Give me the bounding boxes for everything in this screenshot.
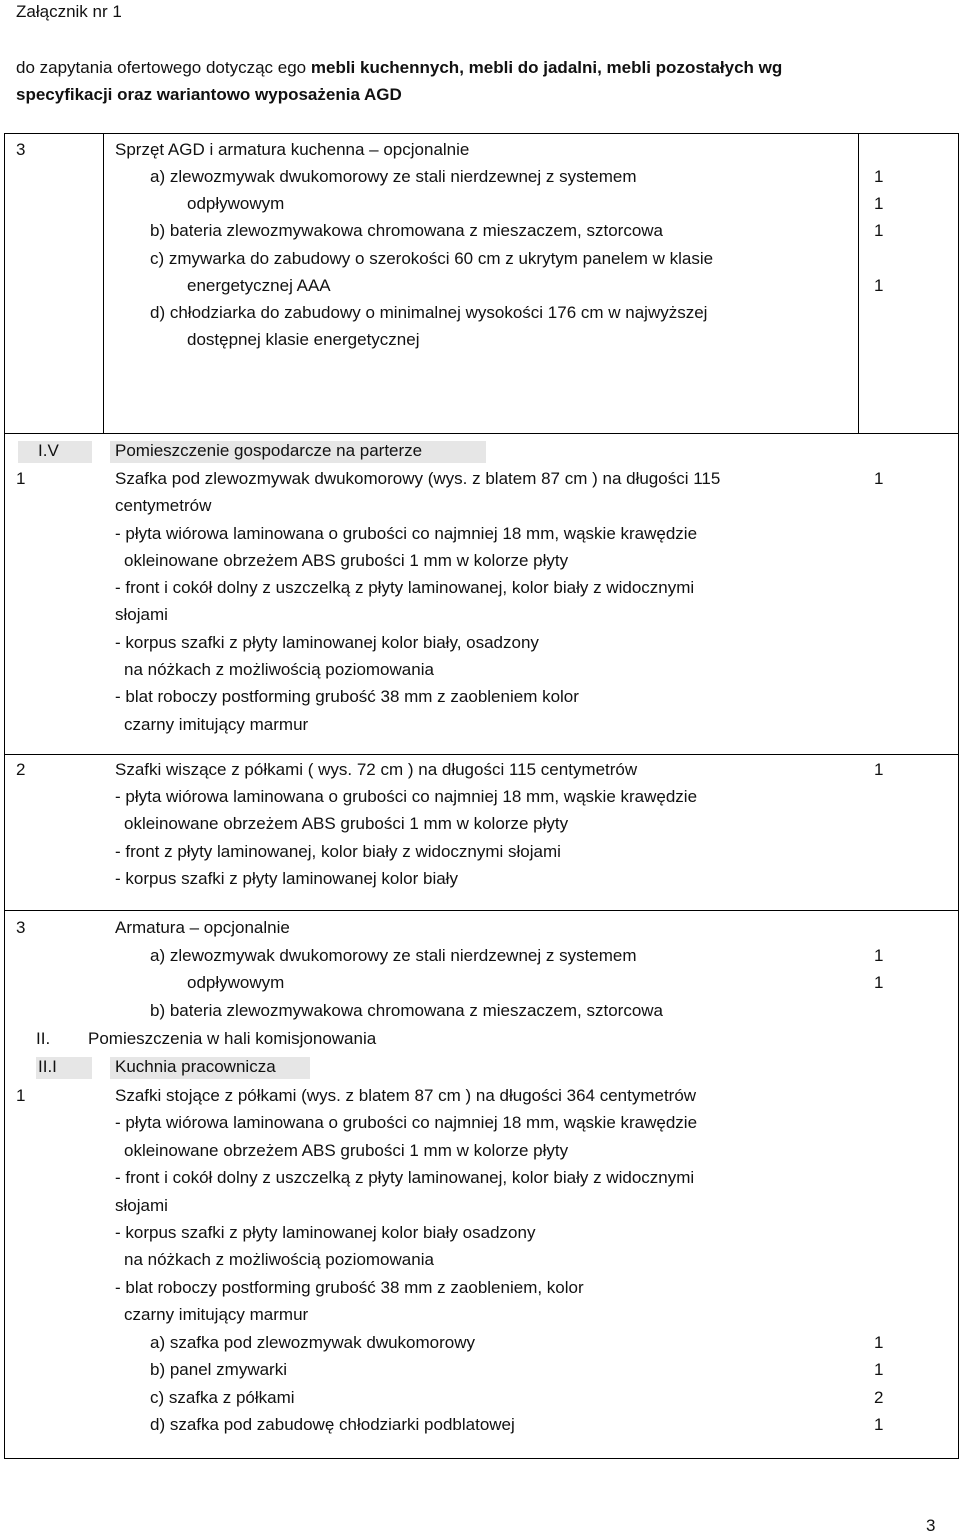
quantity: 1 (874, 760, 884, 779)
attachment-label: Załącznik nr 1 (16, 2, 122, 21)
quantity: 1 (874, 469, 884, 488)
item-line: - blat roboczy postforming grubość 38 mm z zaobleniem, kolor (115, 1278, 584, 1297)
quantity: 2 (874, 1388, 884, 1407)
item-line: słojami (115, 1196, 168, 1215)
item-line: - płyta wiórowa laminowana o grubości co najmniej 18 mm, wąskie krawędzie (115, 1113, 698, 1132)
item-number: 3 (16, 918, 26, 937)
item-title: Armatura – opcjonalnie (115, 918, 290, 937)
list-item: c) szafka z półkami (150, 1388, 295, 1407)
item-line: słojami (115, 605, 168, 624)
quantity: 1 (874, 1415, 884, 1434)
item-line: Szafki stojące z półkami (wys. z blatem 87 cm ) na długości 364 centymetrów (115, 1086, 697, 1105)
list-item: b) bateria zlewozmywakowa chromowana z mieszaczem, sztorcowa (150, 221, 664, 240)
item-line: - front i cokół dolny z uszczelką z płyty laminowanej, kolor biały z widocznymi (115, 578, 695, 597)
item-line: - front i cokół dolny z uszczelką z płyty laminowanej, kolor biały z widocznymi (115, 1168, 695, 1187)
item-line: czarny imitujący marmur (124, 715, 309, 734)
intro-line-1 (16, 58, 782, 78)
section-title: Sprzęt AGD i armatura kuchenna – opcjonalnie (115, 140, 470, 159)
item-line: Szafka pod zlewozmywak dwukomorowy (wys. z blatem 87 cm ) na długości 115 (115, 469, 721, 488)
quantity: 1 (874, 221, 884, 240)
item-line: - korpus szafki z płyty laminowanej kolor biały osadzony (115, 1223, 536, 1242)
list-item: odpływowym (187, 194, 285, 213)
list-item: dostępnej klasie energetycznej (187, 330, 420, 349)
item-line: - korpus szafki z płyty laminowanej kolor biały, osadzony (115, 633, 539, 652)
item-line: na nóżkach z możliwością poziomowania (124, 660, 434, 679)
intro-bold-1: mebli kuchennych, mebli do jadalni, mebli pozostałych wg (310, 58, 783, 77)
quantity: 1 (874, 194, 884, 213)
item-line: czarny imitujący marmur (124, 1305, 309, 1324)
list-item: b) panel zmywarki (150, 1360, 287, 1379)
item-line: na nóżkach z możliwością poziomowania (124, 1250, 434, 1269)
section-number: II. (36, 1029, 51, 1048)
intro-prefix: do zapytania ofertowego dotycząc ego (16, 58, 307, 77)
page-number: 3 (926, 1516, 936, 1535)
quantity: 1 (874, 973, 884, 992)
section-title: Kuchnia pracownicza (115, 1057, 276, 1076)
section-number: II.I (38, 1057, 57, 1076)
section-title: Pomieszczenie gospodarcze na parterze (115, 441, 423, 460)
list-item: a) szafka pod zlewozmywak dwukomorowy (150, 1333, 476, 1352)
list-item: c) zmywarka do zabudowy o szerokości 60 cm z ukrytym panelem w klasie (150, 249, 714, 268)
item-line: - płyta wiórowa laminowana o grubości co najmniej 18 mm, wąskie krawędzie (115, 524, 698, 543)
item-line: centymetrów (115, 496, 212, 515)
item-number: 1 (16, 469, 26, 488)
list-item: odpływowym (187, 973, 285, 992)
item-number: 1 (16, 1086, 26, 1105)
item-line: Szafki wiszące z półkami ( wys. 72 cm ) na długości 115 centymetrów (115, 760, 638, 779)
item-line: - korpus szafki z płyty laminowanej kolor biały (115, 869, 458, 888)
list-item: b) bateria zlewozmywakowa chromowana z mieszaczem, sztorcowa (150, 1001, 664, 1020)
quantity: 1 (874, 1360, 884, 1379)
list-item: energetycznej AAA (187, 276, 331, 295)
list-item: d) szafka pod zabudowę chłodziarki podblatowej (150, 1415, 515, 1434)
item-line: - front z płyty laminowanej, kolor biały z widocznymi słojami (115, 842, 561, 861)
item-line: okleinowane obrzeżem ABS grubości 1 mm w kolorze płyty (124, 551, 569, 570)
section-number: I.V (38, 441, 59, 460)
item-line: - płyta wiórowa laminowana o grubości co najmniej 18 mm, wąskie krawędzie (115, 787, 698, 806)
quantity: 1 (874, 1333, 884, 1352)
list-item: a) zlewozmywak dwukomorowy ze stali nierdzewnej z systemem (150, 167, 637, 186)
list-item: a) zlewozmywak dwukomorowy ze stali nierdzewnej z systemem (150, 946, 637, 965)
item-line: - blat roboczy postforming grubość 38 mm z zaobleniem kolor (115, 687, 579, 706)
item-line: okleinowane obrzeżem ABS grubości 1 mm w kolorze płyty (124, 1141, 569, 1160)
item-number: 2 (16, 760, 26, 779)
quantity: 1 (874, 167, 884, 186)
intro-bold-2: specyfikacji oraz wariantowo wyposażenia AGD (16, 85, 402, 104)
list-item: d) chłodziarka do zabudowy o minimalnej wysokości 176 cm w najwyższej (150, 303, 708, 322)
item-line: okleinowane obrzeżem ABS grubości 1 mm w kolorze płyty (124, 814, 569, 833)
section-number: 3 (16, 140, 26, 159)
quantity: 1 (874, 276, 884, 295)
section-title: Pomieszczenia w hali komisjonowania (88, 1029, 377, 1048)
quantity: 1 (874, 946, 884, 965)
